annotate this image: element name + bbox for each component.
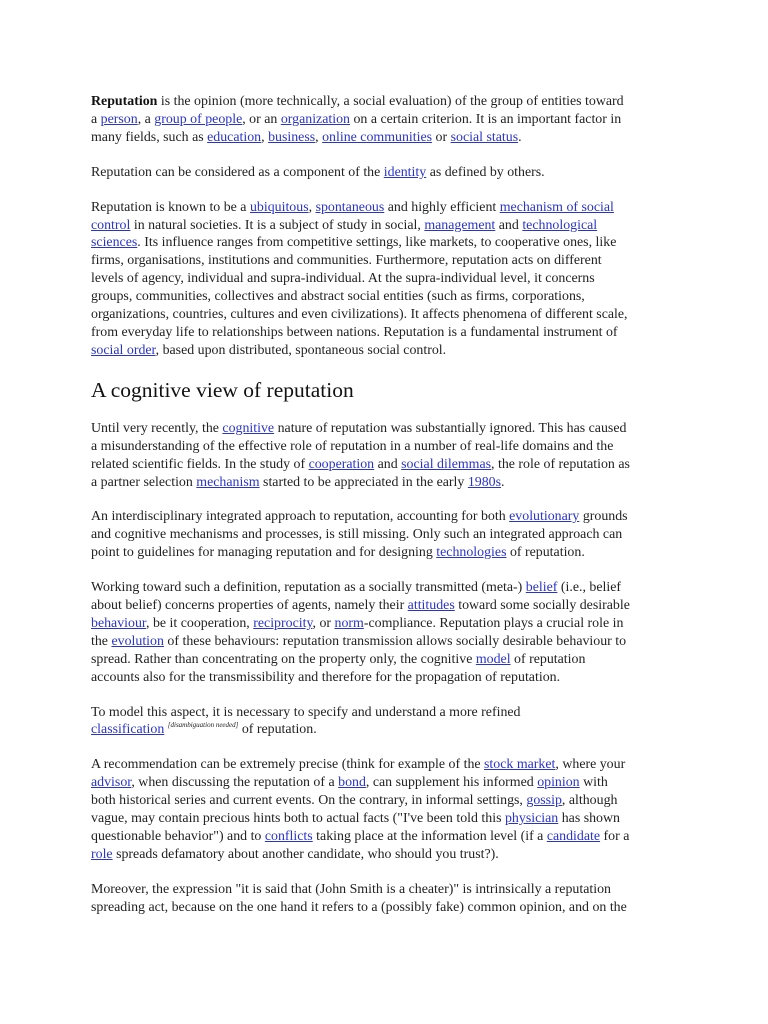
text-run: the bbox=[91, 633, 112, 649]
text-run: levels of agency, individual and supra-individual. At the supra-individual level, it concerns bbox=[91, 271, 595, 287]
interdisciplinary-paragraph bbox=[91, 508, 681, 562]
text-run: , where your bbox=[555, 757, 626, 773]
text-run: a bbox=[91, 111, 101, 127]
text-run: , or an bbox=[242, 111, 281, 127]
text-run: or bbox=[432, 129, 451, 145]
text-line bbox=[91, 111, 681, 129]
inline-link[interactable]: control bbox=[91, 217, 131, 233]
inline-link[interactable]: ubiquitous bbox=[249, 199, 309, 215]
text-run: , or bbox=[312, 615, 335, 631]
text-line bbox=[91, 252, 681, 270]
text-run: , based upon distributed, spontaneous social control. bbox=[155, 342, 447, 358]
inline-link[interactable]: gossip bbox=[526, 793, 562, 809]
text-line bbox=[91, 526, 681, 544]
text-run: from everyday life to relationships between nations. Reputation is a fundamental instrument of bbox=[91, 324, 618, 340]
text-run: and cognitive mechanisms and processes, is still missing. Only such an integrated approach can bbox=[91, 527, 623, 543]
text-run: in natural societies. It is a subject of study in social, bbox=[130, 217, 425, 233]
text-line bbox=[91, 846, 681, 864]
inline-link[interactable]: education bbox=[207, 129, 262, 145]
text-run: a misunderstanding of the effective role of reputation in a number of real-life domains and the bbox=[91, 438, 614, 454]
inline-link[interactable]: online communities bbox=[322, 129, 433, 145]
identity-paragraph bbox=[91, 164, 681, 182]
inline-link[interactable]: cooperation bbox=[308, 456, 375, 472]
text-run: Moreover, the expression "it is said that (John Smith is a cheater)" is intrinsically a reputation bbox=[91, 881, 611, 897]
text-run: , although bbox=[561, 793, 618, 809]
text-line bbox=[91, 164, 681, 182]
text-run: . Its influence ranges from competitive settings, like markets, to cooperative ones, like bbox=[137, 235, 617, 251]
text-run: accounts also for the transmissibility and therefore for the propagation of reputation. bbox=[91, 669, 561, 685]
text-run: , when discussing the reputation of a bbox=[131, 775, 339, 791]
text-run: point to guidelines for managing reputation and for designing bbox=[91, 545, 437, 561]
inline-link[interactable]: spontaneous bbox=[315, 199, 385, 215]
text-run: spreading act, because on the one hand it refers to a (possibly fake) common opinion, and on the bbox=[91, 899, 627, 915]
disambiguation-note-link[interactable]: [disambiguation needed] bbox=[167, 721, 239, 730]
inline-link[interactable]: social status bbox=[450, 129, 519, 145]
text-run: and bbox=[495, 217, 523, 233]
text-run: Reputation is known to be a bbox=[91, 199, 250, 215]
text-line bbox=[91, 129, 681, 147]
model-paragraph bbox=[91, 704, 681, 740]
text-run: groups, communities, collectives and abstract social entities (such as firms, corporations, bbox=[91, 289, 585, 305]
text-line bbox=[91, 615, 681, 633]
text-run: To model this aspect, it is necessary to specify and understand a more refined bbox=[91, 704, 521, 720]
inline-link[interactable]: technological bbox=[522, 217, 598, 233]
moreover-paragraph bbox=[91, 881, 681, 917]
text-line bbox=[91, 810, 681, 828]
inline-link[interactable]: identity bbox=[383, 164, 427, 180]
text-line bbox=[91, 324, 681, 342]
text-line bbox=[91, 199, 681, 217]
inline-link[interactable]: person bbox=[100, 111, 138, 127]
article-body bbox=[91, 93, 681, 934]
inline-link[interactable]: social order bbox=[91, 342, 156, 358]
text-run: , can supplement his informed bbox=[365, 775, 538, 791]
text-line bbox=[91, 828, 681, 846]
text-run: for a bbox=[600, 829, 630, 844]
text-run: , be it cooperation, bbox=[146, 615, 254, 631]
text-run: grounds bbox=[579, 509, 628, 525]
text-line bbox=[91, 544, 681, 562]
bold-term: Reputation bbox=[91, 94, 158, 109]
text-line bbox=[91, 456, 681, 474]
text-line bbox=[91, 669, 681, 687]
text-line bbox=[91, 342, 681, 360]
text-run: as defined by others. bbox=[426, 164, 545, 180]
inline-link[interactable]: stock market bbox=[484, 757, 556, 773]
text-run: a partner selection bbox=[91, 474, 197, 490]
text-run: , a bbox=[137, 111, 155, 127]
text-run: (i.e., belief bbox=[557, 580, 622, 596]
inline-link[interactable]: mechanism bbox=[196, 474, 260, 490]
text-run: related scientific fields. In the study of bbox=[91, 456, 309, 472]
text-run: taking place at the information level (if a bbox=[312, 829, 547, 844]
text-line bbox=[91, 270, 681, 288]
inline-link[interactable]: model bbox=[475, 651, 511, 667]
text-line bbox=[91, 474, 681, 492]
text-run: . bbox=[501, 474, 505, 490]
text-line bbox=[91, 93, 681, 111]
text-line bbox=[91, 651, 681, 669]
text-run: A recommendation can be extremely precise (think for example of the bbox=[91, 757, 485, 773]
inline-link[interactable]: behaviour bbox=[91, 615, 146, 631]
known-paragraph bbox=[91, 199, 681, 360]
text-run: Working toward such a definition, reputation as a socially transmitted (meta-) bbox=[91, 580, 526, 596]
text-run: Reputation can be considered as a component of the bbox=[91, 164, 384, 180]
text-run: , bbox=[308, 199, 316, 215]
inline-link[interactable]: belief bbox=[525, 580, 558, 596]
text-run: , bbox=[315, 129, 323, 145]
text-run: with bbox=[579, 775, 608, 791]
text-run: and bbox=[374, 456, 402, 472]
inline-link[interactable]: opinion bbox=[537, 775, 580, 791]
until-paragraph bbox=[91, 420, 681, 492]
inline-link[interactable]: conflicts bbox=[264, 829, 313, 844]
text-run: started to be appreciated in the early bbox=[259, 474, 468, 490]
text-run: of reputation. bbox=[238, 722, 317, 738]
inline-link[interactable]: business bbox=[268, 129, 316, 145]
text-run: spreads defamatory about another candidate, who should you trust?). bbox=[112, 846, 499, 862]
inline-link[interactable]: evolution bbox=[111, 633, 164, 649]
inline-link[interactable]: mechanism of social bbox=[499, 199, 614, 215]
text-line bbox=[91, 792, 681, 810]
text-line bbox=[91, 234, 681, 252]
inline-link[interactable]: management bbox=[424, 217, 496, 233]
text-line bbox=[91, 881, 681, 899]
recommendation-paragraph bbox=[91, 756, 681, 863]
text-run: . bbox=[518, 129, 522, 145]
text-run: vague, may contain precious hints both to actual facts ("I've been told this bbox=[91, 811, 505, 827]
text-run: about belief) concerns properties of agents, namely their bbox=[91, 598, 408, 614]
working-paragraph bbox=[91, 579, 681, 686]
text-line bbox=[91, 438, 681, 456]
text-line bbox=[91, 597, 681, 615]
inline-link[interactable]: reciprocity bbox=[253, 615, 313, 631]
text-run: firms, organisations, institutions and communities. Furthermore, reputation acts on different bbox=[91, 253, 602, 269]
text-line bbox=[91, 633, 681, 651]
inline-link[interactable]: role bbox=[91, 846, 113, 862]
inline-link[interactable]: 1980s bbox=[467, 474, 502, 490]
text-run: has shown bbox=[558, 811, 620, 827]
inline-link[interactable]: attitudes bbox=[407, 598, 455, 614]
inline-link[interactable]: technologies bbox=[436, 545, 507, 561]
inline-link[interactable]: candidate bbox=[546, 829, 601, 844]
text-run: questionable behavior") and to bbox=[91, 829, 265, 844]
text-run: and highly efficient bbox=[384, 199, 500, 215]
text-run: Until very recently, the bbox=[91, 420, 223, 436]
text-line bbox=[91, 756, 681, 774]
text-run: toward some socially desirable bbox=[454, 598, 630, 614]
text-run: An interdisciplinary integrated approach to reputation, accounting for both bbox=[91, 509, 510, 525]
text-line bbox=[91, 420, 681, 438]
text-run: spread. Rather than concentrating on the property only, the cognitive bbox=[91, 651, 476, 667]
text-run: is the opinion (more technically, a social evaluation) of the group of entities toward bbox=[157, 94, 624, 109]
text-run: of these behaviours: reputation transmission allows socially desirable behaviour to bbox=[163, 633, 627, 649]
text-line bbox=[91, 721, 681, 739]
inline-link[interactable]: social dilemmas bbox=[401, 456, 492, 472]
text-run: both historical series and current events. On the contrary, in informal settings, bbox=[91, 793, 527, 809]
text-line bbox=[91, 306, 681, 324]
inline-link[interactable]: norm bbox=[334, 615, 364, 631]
text-line bbox=[91, 704, 681, 722]
text-run: of reputation bbox=[510, 651, 586, 667]
text-run: nature of reputation was substantially ignored. This has caused bbox=[274, 420, 627, 436]
text-run: many fields, such as bbox=[91, 129, 208, 145]
inline-link[interactable]: bond bbox=[338, 775, 366, 791]
inline-link[interactable]: cognitive bbox=[222, 420, 275, 436]
inline-link[interactable]: sciences bbox=[91, 235, 138, 251]
text-run: -compliance. Reputation plays a crucial role in bbox=[363, 615, 624, 631]
text-run: of reputation. bbox=[506, 545, 585, 561]
inline-link[interactable]: evolutionary bbox=[509, 509, 580, 525]
inline-link[interactable]: group of people bbox=[154, 111, 243, 127]
text-line bbox=[91, 579, 681, 597]
text-run: , the role of reputation as bbox=[491, 456, 630, 472]
text-line bbox=[91, 288, 681, 306]
inline-link[interactable]: advisor bbox=[91, 775, 132, 791]
text-run: on a certain criterion. It is an important factor in bbox=[350, 111, 622, 127]
inline-link[interactable]: physician bbox=[504, 811, 559, 827]
inline-link[interactable]: organization bbox=[280, 111, 350, 127]
inline-link[interactable]: classification bbox=[91, 722, 165, 738]
text-run: organizations, countries, cultures and even civilizations). It affects phenomena of different scale, bbox=[91, 307, 628, 323]
text-line bbox=[91, 899, 681, 917]
text-run: , bbox=[261, 129, 269, 145]
text-line bbox=[91, 508, 681, 526]
section-heading: A cognitive view of reputation bbox=[91, 377, 354, 402]
intro-paragraph bbox=[91, 93, 681, 147]
text-line bbox=[91, 217, 681, 235]
text-line bbox=[91, 774, 681, 792]
